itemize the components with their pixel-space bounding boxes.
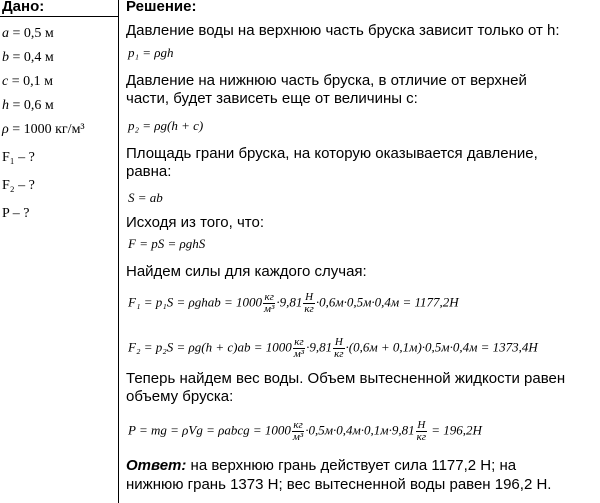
answer-label: Ответ: xyxy=(126,457,187,474)
solution-text: части, будет зависеть еще от величины с: xyxy=(126,90,418,107)
solution-header: Решение: xyxy=(126,0,197,15)
given-underline xyxy=(0,16,118,17)
fraction-kg-m3: $\frac{кг}{\text{м³}}$ xyxy=(264,291,275,315)
formula-p2: p₂ = ρg(h + c) xyxy=(128,118,204,133)
unknown-f2: F₂ – ? xyxy=(2,178,35,193)
solution-text: Теперь найдем вес воды. Объем вытесненной жидкости равен xyxy=(126,370,566,387)
solution-text: объему бруска: xyxy=(126,388,234,405)
answer-line: нижнюю грань 1373 Н; вес вытесненной воды равен 196,2 Н. xyxy=(126,476,552,493)
solution-text: Найдем силы для каждого случая: xyxy=(126,263,367,280)
fraction-kg-m3: $\frac{кг}{\text{м³}}$ xyxy=(293,336,305,360)
formula-f2: F₂ = p₂S = ρg(h + c)ab = 1000 $\frac{кг}{\text{м³}}$ ·9,81 $\frac{Н}{кг}$ ·(0,6м + 0,1м)·0,5м·0,4м = 1373,4Н xyxy=(128,336,538,360)
given-header: Дано: xyxy=(2,0,45,15)
solution-text: равна: xyxy=(126,163,172,180)
solution-text: Площадь грани бруска, на которую оказывается давление, xyxy=(126,145,538,162)
solution-text: Исходя из того, что: xyxy=(126,214,264,231)
fraction-n-kg: $\frac{Н}{кг}$ xyxy=(334,336,344,360)
formula-p: P = mg = ρVg = ρabcg = 1000 $\frac{кг}{\text{м³}}$ ·0,5м·0,4м·0,1м·9,81 $\frac{Н}{кг}$ = 196,2Н xyxy=(128,419,482,443)
given-item: c = 0,1 м xyxy=(2,74,53,89)
solution-text: Давление на нижнюю часть бруска, в отличие от верхней xyxy=(126,72,527,89)
given-item: a = 0,5 м xyxy=(2,26,54,41)
formula-p1: p₁ = ρgh xyxy=(128,45,174,60)
fraction-n-kg: $\frac{Н}{кг}$ xyxy=(416,419,427,443)
solution-text: Давление воды на верхнюю часть бруска зависит только от h: xyxy=(126,22,560,39)
given-item: ρ = 1000 кг/м³ xyxy=(2,122,85,137)
unknown-p: P – ? xyxy=(2,206,30,221)
given-item: b = 0,4 м xyxy=(2,50,54,65)
given-item: h = 0,6 м xyxy=(2,98,54,113)
fraction-n-kg: $\frac{Н}{кг}$ xyxy=(304,291,314,315)
formula-f: F = pS = ρghS xyxy=(128,236,206,251)
answer-line: Ответ: на верхнюю грань действует сила 1177,2 Н; на xyxy=(126,457,517,474)
unknown-f1: F₁ – ? xyxy=(2,150,35,165)
formula-f1: F₁ = p₁S = ρghab = 1000 $\frac{кг}{\text{м³}}$ ·9,81 $\frac{Н}{кг}$ ·0,6м·0,5м·0,4м = 1177,2Н xyxy=(128,291,459,315)
formula-s: S = ab xyxy=(128,190,163,205)
column-divider xyxy=(118,0,119,503)
fraction-kg-m3: $\frac{кг}{\text{м³}}$ xyxy=(292,419,304,443)
